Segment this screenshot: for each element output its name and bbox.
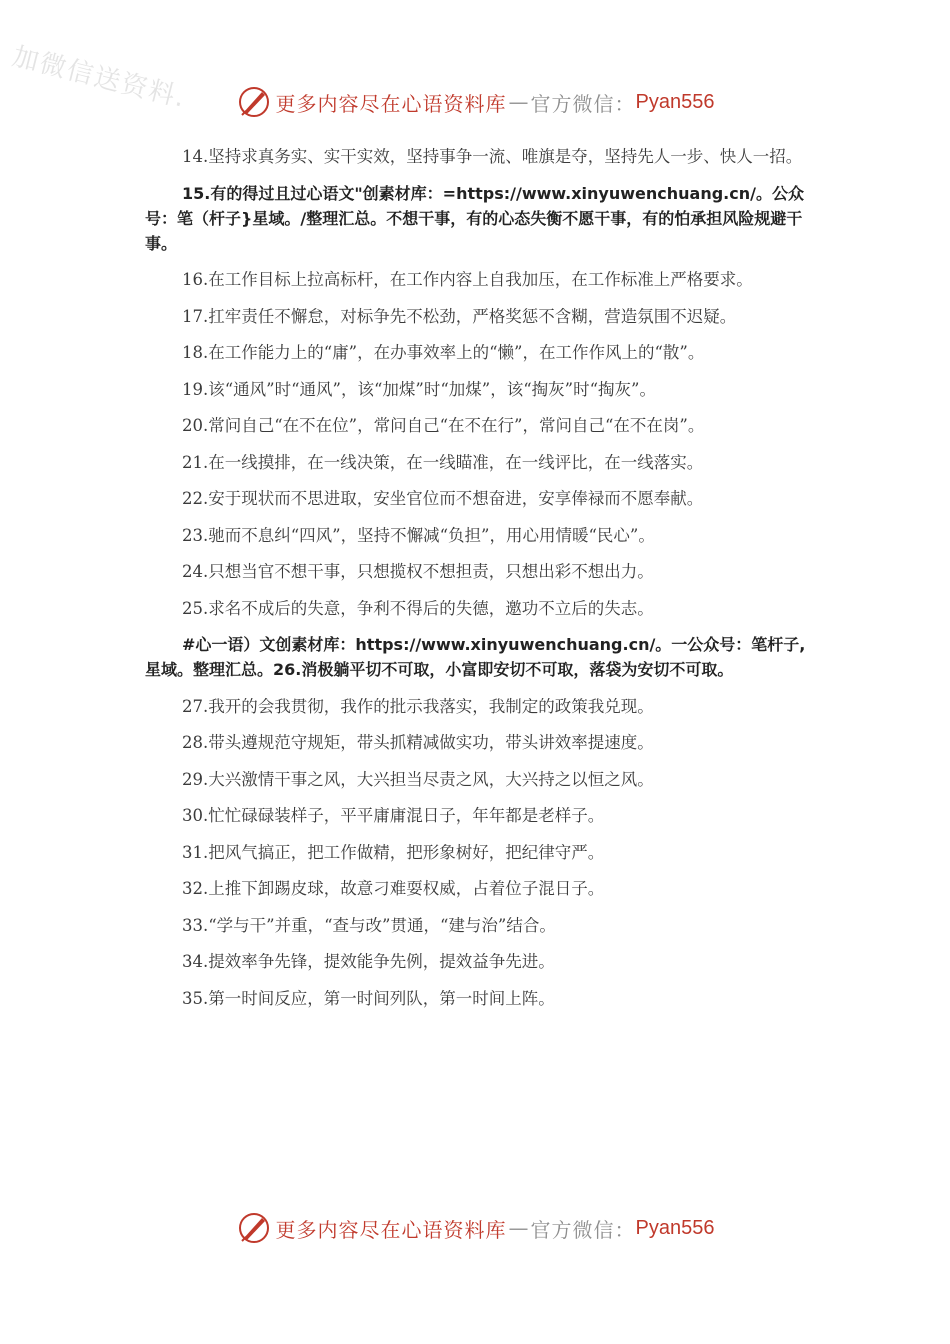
paragraph-29: 29.大兴激情干事之风，大兴担当尽责之风，大兴持之以恒之风。: [182, 769, 654, 789]
paragraph-14: 14.坚持求真务实、实干实效，坚持事争一流、唯旗是夺，坚持先人一步、快人一招。: [182, 147, 803, 166]
document-body: [145, 144, 810, 1022]
paragraph-34: 34.提效率争先锋，提效能争先例，提效益争先进。: [182, 952, 555, 971]
paragraph-35: 35.第一时间反应，第一时间列队，第一时间上阵。: [182, 988, 555, 1008]
banner-wechat-id: Pyan556: [635, 1216, 715, 1239]
paragraph-31: 31.把风气搞正，把工作做精，把形象树好，把纪律守严。: [182, 842, 605, 862]
paragraph-30: 30.忙忙碌碌装样子，平平庸庸混日子，年年都是老样子。: [182, 806, 605, 825]
paragraph-26: #心一语）文创素材库：https://www.xinyuwenchuang.cn/。一公众号：笔杆子,星域。整理汇总。26.消极躺平切不可取，小富即安切不可取，落袋为安切不可取。: [145, 635, 806, 679]
paragraph-15: 15.有的得过且过心语文"创素材库：=https://www.xinyuwenchuang.cn/。公众号：笔（杆子}星域。/整理汇总。不想干事，有的心态失衡不愿干事，有的怕承担风险规避干事。: [145, 183, 804, 253]
paragraph-17: 17.扛牢责任不懈怠，对标争先不松劲，严格奖惩不含糊，营造氛围不迟疑。: [182, 306, 737, 326]
banner-title: 更多内容尽在心语资料库: [275, 91, 507, 116]
paragraph-18: 18.在工作能力上的“庸”，在办事效率上的“懒”，在工作作风上的“散”。: [182, 343, 705, 362]
paragraph-25: 25.求名不成后的失意，争利不得后的失德，邀功不立后的失志。: [182, 598, 654, 618]
paragraph-23: 23.驰而不息纠“四风”，坚持不懈减“负担”，用心用情暖“民心”。: [182, 525, 655, 545]
quill-logo-icon: [236, 84, 272, 120]
banner-title: 更多内容尽在心语资料库: [275, 1217, 507, 1242]
paragraph-27: 27.我开的会我贯彻，我作的批示我落实，我制定的政策我兑现。: [182, 696, 654, 716]
paragraph-28: 28.带头遵规范守规矩，带头抓精减做实功，带头讲效率提速度。: [182, 733, 654, 752]
banner-separator: —: [508, 90, 529, 114]
quill-logo-icon: [236, 1210, 272, 1246]
paragraph-20: 20.常问自己“在不在位”，常问自己“在不在行”，常问自己“在不在岗”。: [182, 416, 705, 435]
paragraph-24: 24.只想当官不想干事，只想揽权不想担责，只想出彩不想出力。: [182, 562, 654, 581]
watermark-text: 加微信送资料.: [9, 41, 190, 115]
paragraph-19: 19.该“通风”时“通风”，该“加煤”时“加煤”，该“掏灰”时“掏灰”。: [182, 379, 656, 399]
banner-wechat-id: Pyan556: [635, 90, 715, 113]
banner-wechat-label: 官方微信：: [530, 91, 636, 116]
paragraph-22: 22.安于现状而不思进取，安坐官位而不想奋进，安享俸禄而不愿奉献。: [182, 489, 704, 508]
header-banner: [0, 82, 950, 122]
paragraph-21: 21.在一线摸排，在一线决策，在一线瞄准，在一线评比，在一线落实。: [182, 452, 704, 472]
paragraph-33: 33.“学与干”并重，“查与改”贯通，“建与治”结合。: [182, 915, 556, 935]
banner-separator: —: [508, 1216, 529, 1240]
banner-wechat-label: 官方微信：: [530, 1217, 636, 1242]
footer-banner: [0, 1208, 950, 1248]
paragraph-16: 16.在工作目标上拉高标杆，在工作内容上自我加压，在工作标准上严格要求。: [182, 270, 753, 289]
paragraph-32: 32.上推下卸踢皮球，故意刁难耍权威，占着位子混日子。: [182, 879, 605, 898]
